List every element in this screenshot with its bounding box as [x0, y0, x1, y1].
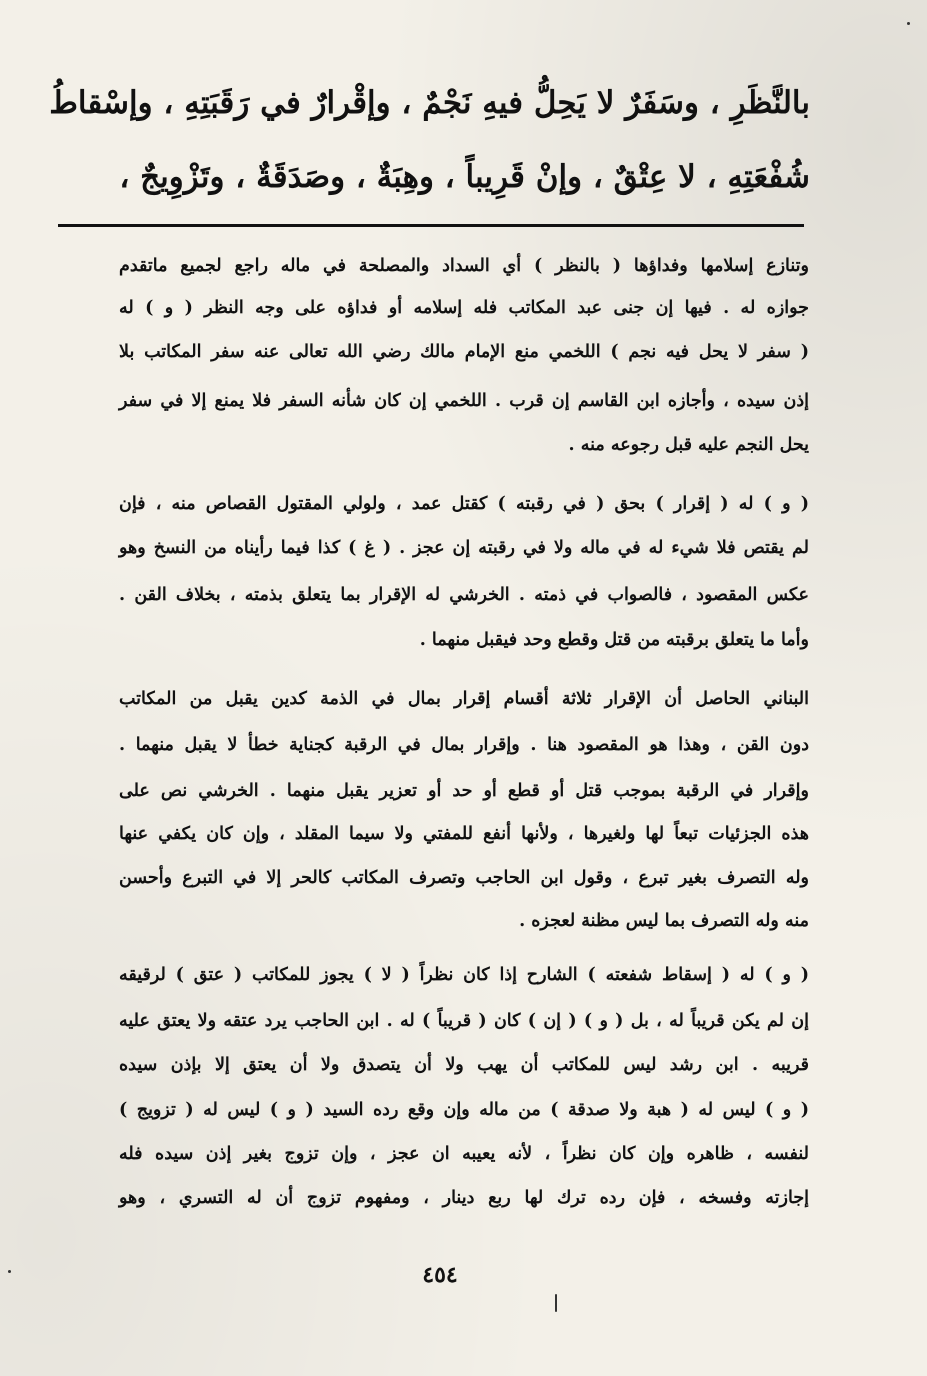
commentary-line: قريبه . ابن رشد ليس للمكاتب أن يهب ولا أن يتصدق ولا أن يعتق إلا بإذن سيده: [119, 1055, 809, 1075]
commentary-line: ( و ) له ( إقرار ) بحق ( في رقبته ) كقتل عمد ، ولولي المقتول القصاص منه ، فإن: [119, 494, 809, 514]
commentary-line: إن لم يكن قريباً له ، بل ( و ) ( إن ) كان ( قريباً ) له . ابن الحاجب يرد عتقه ولا يعتق عليه: [119, 1011, 809, 1031]
matn-line-1: بالنَّظَرِ ، وسَفَرٌ لا يَحِلُّ فيهِ نَجْمٌ ، وإقْرارٌ في رَقَبَتِهِ ، وإسْقاطُ: [49, 85, 810, 121]
commentary-line: ( و ) له ( إسقاط شفعته ) الشارح إذا كان نظراً ( لا ) يجوز للمكاتب ( عتق ) لرقيقه: [119, 965, 809, 985]
commentary-line: لم يقتص فلا شيء له في ماله ولا في رقبته إن عجز . ( غ ) كذا فيما رأيناه من النسخ وهو: [119, 538, 809, 558]
commentary-line: وله التصرف بغير تبرع ، وقول ابن الحاجب وتصرف المكاتب كالحر إلا في التبرع وأحسن: [119, 868, 809, 888]
commentary-line: يحل النجم عليه قبل رجوعه منه .: [568, 435, 809, 455]
commentary-line: دون القن ، وهذا هو المقصود هنا . وإقرار بمال في الرقبة كجناية خطأ لا يقبل منهما .: [119, 735, 809, 755]
commentary-line: ( سفر لا يحل فيه نجم ) اللخمي منع الإمام مالك رضي الله تعالى عنه سفر المكاتب بلا: [119, 342, 809, 362]
commentary-line: منه وله التصرف بما ليس مظنة لعجزه .: [519, 911, 809, 931]
commentary-line: جوازه له . فيها إن جنى عبد المكاتب فله إسلامه أو فداؤه على وجه النظر ( و ) له: [119, 298, 809, 318]
paper-speck: [8, 1270, 11, 1273]
commentary-line: وإقرار في الرقبة بموجب قتل أو قطع أو حد أو تعزير يقبل منهما . الخرشي نص على: [119, 781, 809, 801]
page-number: ٤٥٤: [422, 1262, 458, 1288]
commentary-line: وأما ما يتعلق برقبته من قتل وقطع وحد فيقبل منهما .: [419, 630, 809, 650]
commentary-line: عكس المقصود ، فالصواب في ذمته . الخرشي له الإقرار بما يتعلق بذمته ، بخلاف القن .: [119, 585, 809, 605]
paper-speck: [555, 1294, 557, 1312]
commentary-line: ( و ) ليس له ( هبة ولا صدقة ) من ماله وإن وقع رده السيد ( و ) ليس له ( تزويج ): [119, 1100, 809, 1120]
commentary-line: البناني الحاصل أن الإقرار ثلاثة أقسام إقرار بمال في الذمة كدين يقبل من المكاتب: [119, 689, 809, 709]
separator-rule: [58, 224, 804, 227]
commentary-line: وتنازع إسلامها وفداؤها ( بالنظر ) أي السداد والمصلحة في ماله راجع لجميع ماتقدم: [119, 256, 809, 276]
commentary-line: إجازته وفسخه ، فإن رده ترك لها ربع دينار ، ومفهوم تزوج أن له التسري ، وهو: [119, 1188, 809, 1208]
paper-speck: [907, 22, 910, 25]
matn-line-2: شُفْعَتِهِ ، لا عِتْقٌ ، وإنْ قَرِيباً ، وهِبَةٌ ، وصَدَقَةٌ ، وتَزْوِيجٌ ،: [119, 159, 810, 195]
commentary-line: إذن سيده ، وأجازه ابن القاسم إن قرب . اللخمي إن كان شأنه السفر فلا يمنع إلا في سفر: [119, 391, 809, 411]
commentary-line: لنفسه ، ظاهره وإن كان نظراً ، لأنه يعيبه ان عجز ، وإن تزوج بغير إذن سيده فله: [119, 1144, 809, 1164]
commentary-line: هذه الجزئيات تبعاً لها ولغيرها ، ولأنها أنفع للمفتي ولا سيما المقلد ، وإن كان يكفي عنها: [119, 824, 809, 844]
